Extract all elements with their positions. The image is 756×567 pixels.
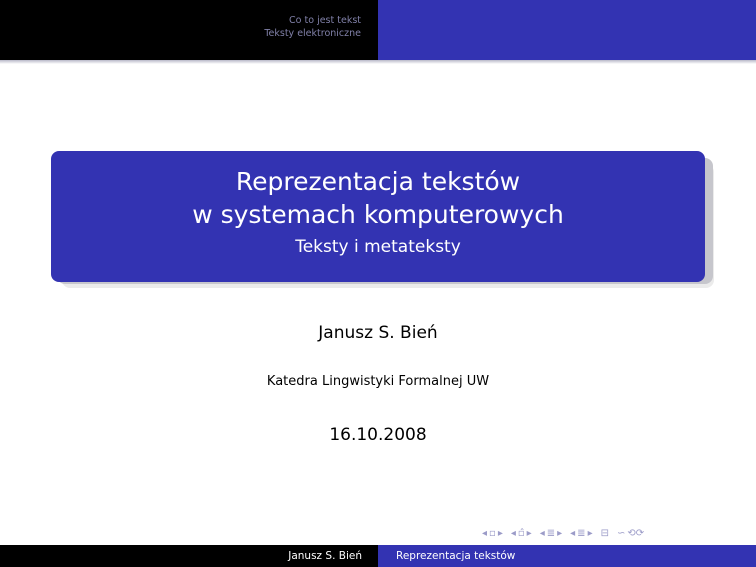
title-box [51,151,705,282]
frame-next-icon[interactable]: ▸ [497,528,503,539]
header-left-panel [0,0,378,60]
presentation-subtitle: Teksty i metateksty [295,237,461,257]
frame-icon[interactable]: ▫ [489,528,496,539]
header-right-panel [378,0,756,60]
institute-name: Katedra Lingwistyki Formalnej UW [266,374,490,389]
search-icon[interactable]: ∽ [616,528,626,539]
zoom-icon[interactable]: ⟲⟳ [627,528,645,539]
header-section-title[interactable]: Co to jest tekst [289,15,361,26]
section-prev-icon[interactable]: ◂ [539,528,545,539]
frame-prev-icon[interactable]: ◂ [482,528,488,539]
subsection-prev-icon[interactable]: ◂ [510,528,516,539]
header-subsection-title[interactable]: Teksty elektroniczne [264,28,361,39]
subsection-next-icon[interactable]: ▸ [526,528,532,539]
presentation-title-line-2: w systemach komputerowych [192,200,564,229]
appendix-icon[interactable]: ⊟ [600,528,609,539]
footer-bar [0,545,756,567]
presentation-date: 16.10.2008 [329,425,427,445]
footer-author[interactable]: Janusz S. Bień [0,545,378,567]
author-name: Janusz S. Bień [318,323,438,343]
header-shadow [0,60,756,64]
document-next-icon[interactable]: ▸ [587,528,593,539]
document-prev-icon[interactable]: ◂ [570,528,576,539]
presentation-title-line-1: Reprezentacja tekstów [235,167,521,196]
footer-short-title[interactable]: Reprezentacja tekstów [378,545,756,567]
section-icon[interactable]: ≣ [546,528,556,539]
header-bar [0,0,756,60]
subsection-icon[interactable]: ▫̂ [517,528,525,539]
document-icon[interactable]: ≣ [577,528,586,539]
section-next-icon[interactable]: ▸ [557,528,563,539]
header-section-labels [264,14,361,40]
navigation-symbols [482,528,646,539]
